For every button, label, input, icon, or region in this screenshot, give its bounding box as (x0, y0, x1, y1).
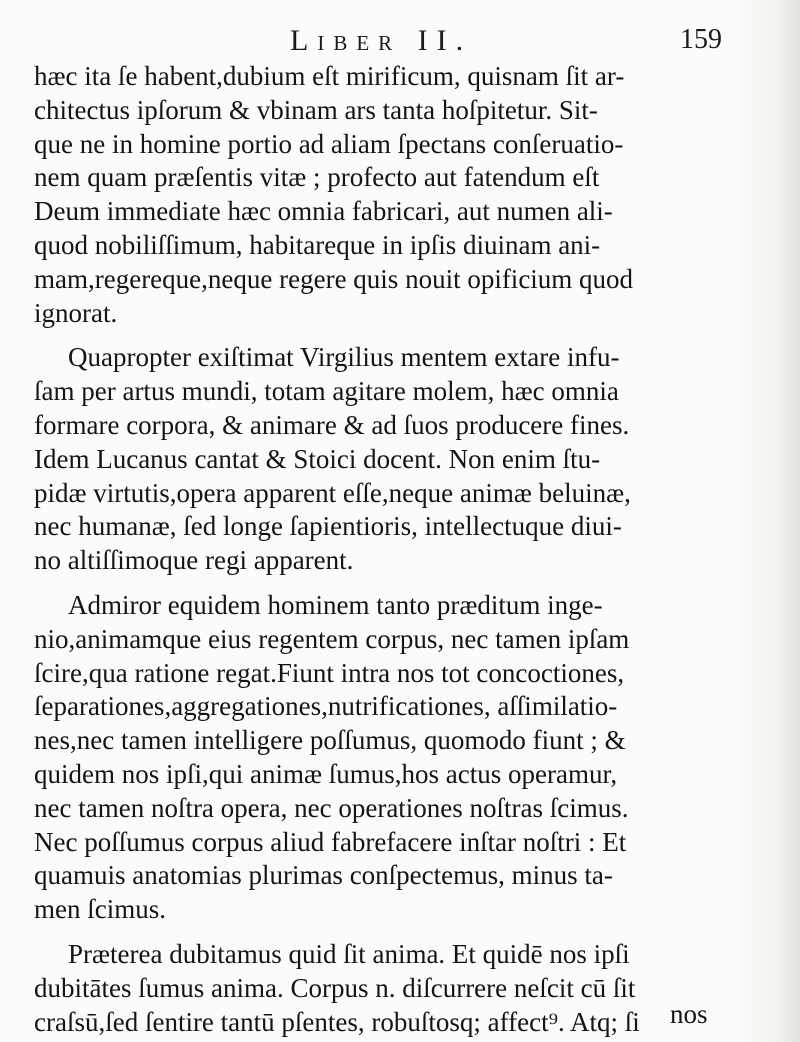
catchword: nos (670, 999, 708, 1029)
text-line: formare corpora, & animare & ad ſuos producere fines. (34, 409, 630, 440)
text-line: nio,animamque eius regentem corpus, nec tamen ipſam (34, 623, 630, 654)
text-line: quod nobiliſſimum, habitareque in ipſis diuinam ani- (34, 229, 601, 260)
paragraph-1 (34, 60, 734, 330)
text-line: ſcire,qua ratione regat.Fiunt intra nos tot concoctiones, (34, 657, 625, 688)
text-line: mam,regereque,neque regere quis nouit opificium quod (34, 263, 634, 294)
text-line: ignorat. (34, 297, 118, 328)
text-line: no altiſſimoque regi apparent. (34, 545, 354, 576)
text-line: nem quam præſentis vitæ ; profecto aut fatendum eſt (34, 162, 600, 193)
text-line: nec tamen noſtra opera, nec operationes noſtras ſcimus. (34, 792, 629, 823)
text-line: nec humanæ, ſed longe ſapientioris, intellectuque diui- (34, 511, 622, 542)
text-line: Admiror equidem hominem tanto præditum inge- (68, 589, 603, 620)
text-line: Præterea dubitamus quid ſit anima. Et quidē nos ipſi (68, 938, 630, 969)
text-line: ſeparationes,aggregationes,nutrificationes, aſſimilatio- (34, 691, 618, 722)
running-title: Liber II. (290, 24, 473, 57)
text-line: Nec poſſumus corpus aliud fabrefacere inſtar noſtri : Et (34, 826, 627, 857)
catchword-line (0, 999, 800, 1035)
text-line: pidæ virtutis,opera apparent eſſe,neque animæ beluinæ, (34, 477, 631, 508)
text-line: craſsū,ſed ſentire tantū pſentes, robuſtosq; affect⁹. Atq; ſi (34, 1006, 640, 1037)
running-head (0, 20, 800, 60)
paragraph-3 (34, 589, 734, 927)
text-line: Quapropter exiſtimat Virgilius mentem extare infu- (68, 342, 620, 373)
body-text (34, 60, 734, 1042)
page-number: 159 (680, 24, 722, 55)
text-line: quamuis anatomias plurimas conſpectemus, minus ta- (34, 860, 613, 891)
text-line: Idem Lucanus cantat & Stoici docent. Non enim ſtu- (34, 443, 601, 474)
text-line: dubitātes ſumus anima. Corpus n. diſcurrere neſcit cū ſit (34, 972, 636, 1003)
page-edge-shadow (738, 0, 800, 1042)
text-line: hæc ita ſe habent,dubium eſt mirificum, quisnam ſit ar- (34, 61, 625, 91)
text-line: que ne in homine portio ad aliam ſpectans conſeruatio- (34, 128, 624, 159)
text-line: Deum immediate hæc omnia fabricari, aut numen ali- (34, 196, 613, 227)
paragraph-2 (34, 341, 734, 578)
text-line: quidem nos ipſi,qui animæ ſumus,hos actus operamur, (34, 758, 618, 789)
text-line: chitectus ipſorum & vbinam ars tanta hoſpitetur. Sit- (34, 94, 598, 125)
text-line: nes,nec tamen intelligere poſſumus, quomodo fiunt ; & (34, 725, 626, 756)
text-line: men ſcimus. (34, 894, 166, 925)
text-line: ſam per artus mundi, totam agitare molem, hæc omnia (34, 376, 619, 407)
